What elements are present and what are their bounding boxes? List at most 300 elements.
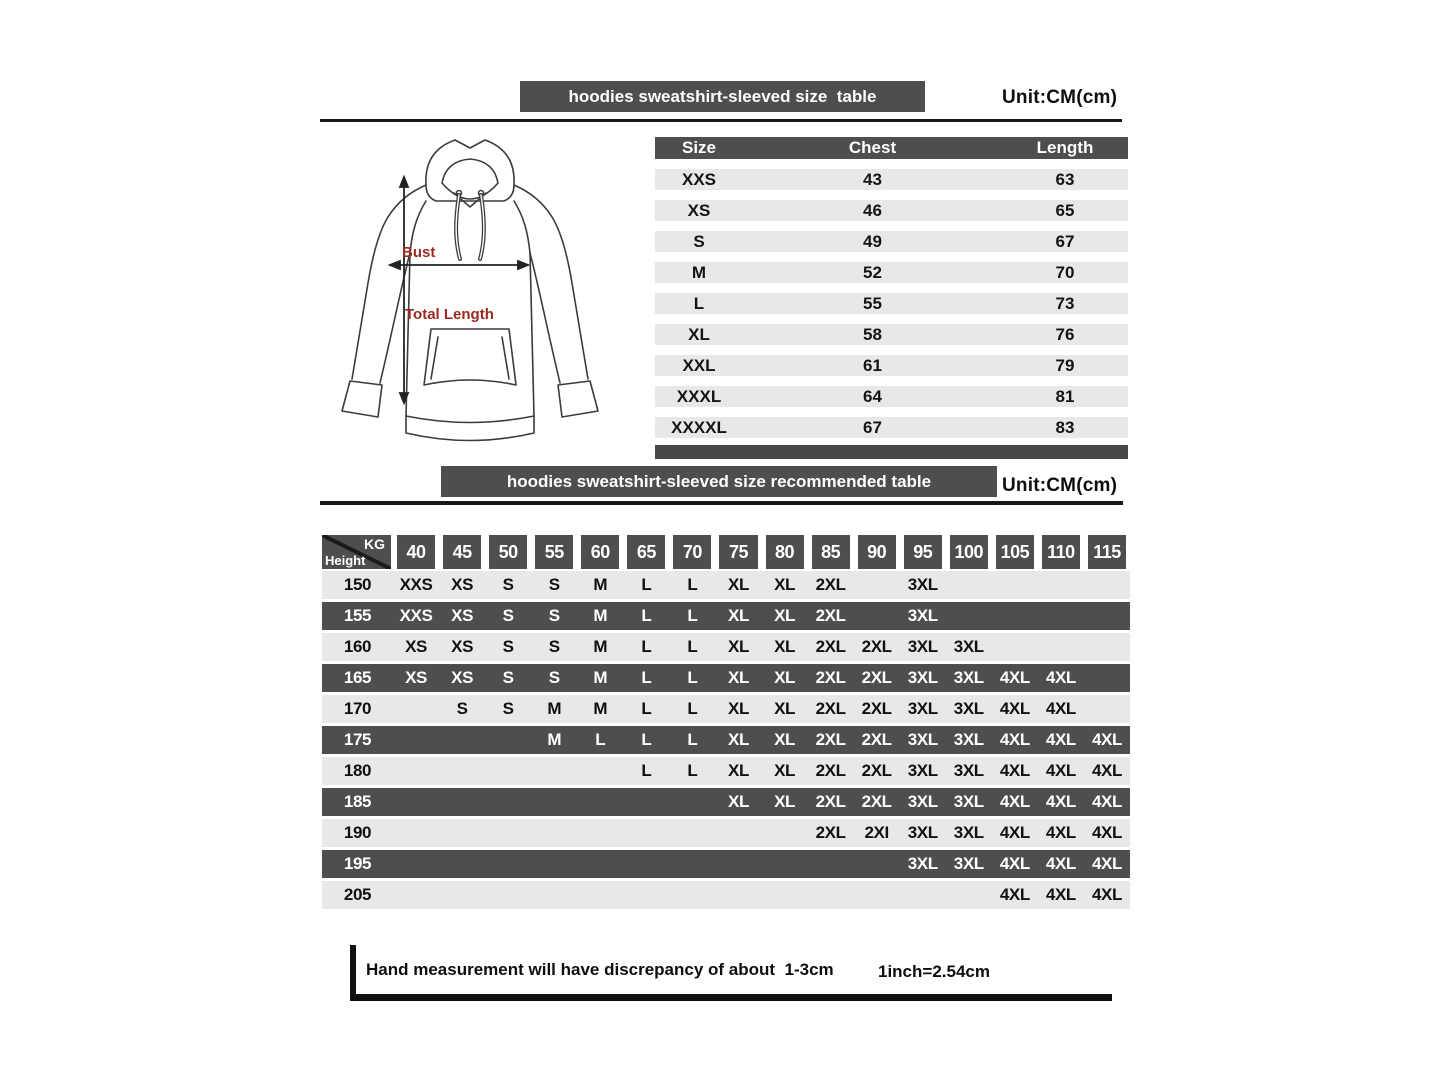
size-recommendation-cell: M [547,699,562,718]
size-recommendation-cell [992,602,1038,630]
recommend-row-205 [322,881,1130,909]
size-recommendation-cell: 3XL [953,792,984,811]
size-table-title: hoodies sweatshirt-sleeved size table [520,81,925,112]
size-table-cell: 43 [863,170,882,189]
size-recommendation-cell [1038,633,1084,661]
size-recommendation-cell: 3XL [907,699,938,718]
size-recommendation-cell: S [502,575,514,594]
size-recommendation-cell: 3XL [907,761,938,780]
total-length-label: Total Length [405,306,494,323]
recommend-row-185 [322,788,1130,816]
size-recommendation-cell: 2XL [815,792,846,811]
size-recommendation-cell [900,881,946,909]
size-table-cell: 73 [1055,294,1075,313]
size-table-cell: 83 [1055,418,1075,437]
size-recommendation-cell [1084,571,1130,599]
kg-column-header [393,535,439,569]
size-recommendation-cell: 4XL [1045,668,1076,687]
size-table-end-bar [655,445,1128,459]
size-table-row [655,169,1128,190]
size-recommendation-cell: XL [774,699,795,718]
recommend-row-195 [322,850,1130,878]
size-recommendation-cell: 4XL [1045,854,1076,873]
size-recommendation-cell: L [641,668,652,687]
size-recommendation-cell: 3XL [907,637,938,656]
size-recommendation-cell: 3XL [907,730,938,749]
cuff-left [342,381,382,417]
size-recommendation-cell: 2XL [861,699,892,718]
kg-value: 85 [812,535,850,569]
height-label: 205 [343,885,372,904]
size-recommendation-cell: 3XL [907,823,938,842]
kg-value: 45 [443,535,481,569]
size-recommendation-cell [669,788,715,816]
size-recommendation-cell [531,850,577,878]
size-recommendation-cell: 2XL [815,761,846,780]
size-recommendation-cell [577,819,623,847]
height-label: 170 [343,699,372,718]
recommend-row-180 [322,757,1130,785]
height-label: 165 [343,668,372,687]
size-recommendation-cell [439,881,485,909]
size-table-cell: 46 [863,201,882,220]
kg-column-header [992,535,1038,569]
size-recommendation-cell [439,819,485,847]
size-recommendation-cell: 2XL [861,730,892,749]
size-recommendation-cell: XL [774,761,795,780]
size-recommendation-cell: S [548,606,560,625]
size-recommendation-cell: L [641,761,652,780]
size-table-cell: 64 [863,387,882,406]
size-recommendation-cell: 4XL [1045,761,1076,780]
recommend-row-150 [322,571,1130,599]
matrix-header-row [322,535,1130,569]
unit-label-top: Unit:CM(cm) [1002,87,1118,108]
size-recommendation-cell [439,757,485,785]
size-recommendation-cell: 4XL [1045,792,1076,811]
size-table-row [655,200,1128,221]
height-label: 155 [343,606,372,625]
armhole-right [514,201,530,253]
size-recommendation-cell [762,881,808,909]
size-table-cell: XXXXL [671,418,727,437]
size-recommendation-cell: XL [728,730,749,749]
size-table-cell: 55 [863,294,882,313]
size-recommendation-cell [1084,633,1130,661]
kg-column-header [900,535,946,569]
size-recommendation-cell [762,850,808,878]
size-recommendation-cell: 3XL [953,668,984,687]
size-recommendation-cell [1084,664,1130,692]
size-recommendation-cell [854,571,900,599]
size-recommendation-cell [439,850,485,878]
size-recommendation-cell [485,726,531,754]
size-table-body [655,169,1128,438]
kg-column-header [946,535,992,569]
kg-column-header [1038,535,1084,569]
size-recommendation-cell: XL [728,637,749,656]
kg-value: 105 [996,535,1034,569]
recommend-row-175 [322,726,1130,754]
size-recommendation-cell: 3XL [953,823,984,842]
size-recommendation-cell: S [548,668,560,687]
height-label: 150 [343,575,372,594]
height-label: 180 [343,761,372,780]
size-recommendation-cell [485,788,531,816]
kg-value: 75 [719,535,757,569]
kg-column-header [808,535,854,569]
size-table-cell: 52 [863,263,882,282]
body-right-seam [530,253,534,416]
size-recommendation-cell [715,881,761,909]
recommended-table-title: hoodies sweatshirt-sleeved size recommended table [441,466,997,497]
size-table-cell: 67 [1055,232,1075,251]
size-recommendation-cell: 2XL [861,792,892,811]
size-recommendation-cell: 3XL [907,668,938,687]
size-recommendation-cell: 4XL [1091,761,1122,780]
size-recommendation-cell: 4XL [999,823,1030,842]
kg-column-header [531,535,577,569]
size-table-cell: 76 [1055,325,1075,344]
size-table-cell: L [693,294,705,313]
kg-value: 95 [904,535,942,569]
divider-bottom [320,501,1123,505]
height-label: 160 [343,637,372,656]
size-recommendation-cell [669,819,715,847]
size-recommendation-cell: 4XL [1045,699,1076,718]
size-table-cell: 61 [863,356,882,375]
kg-value: 90 [858,535,896,569]
size-recommendation-cell [992,633,1038,661]
size-recommendation-cell [531,788,577,816]
size-recommendation-cell: 4XL [999,668,1030,687]
size-recommendation-cell: 4XL [1045,730,1076,749]
size-table-cell: M [691,263,707,282]
footer-horizontal-bar [350,994,1112,1001]
height-label: 190 [343,823,372,842]
size-recommendation-cell [485,819,531,847]
size-recommendation-cell: 2XL [815,823,846,842]
size-recommendation-cell [439,788,485,816]
size-recommendation-cell [1038,602,1084,630]
kg-value: 50 [489,535,527,569]
size-recommendation-cell: L [641,637,652,656]
size-recommendation-cell: XS [451,668,474,687]
size-recommendation-cell [669,881,715,909]
kg-column-header [669,535,715,569]
size-recommendation-cell [439,726,485,754]
cuff-right [558,381,598,417]
size-column-header: Size [681,138,717,157]
size-recommendation-cell: S [548,575,560,594]
size-recommendation-cell [1038,571,1084,599]
size-recommendation-cell: L [687,606,698,625]
kg-column-header [623,535,669,569]
hood-opening [442,159,498,199]
size-recommendation-cell: S [548,637,560,656]
size-table-header-row [655,137,1128,159]
kg-column-header [854,535,900,569]
size-recommendation-cell: XL [728,575,749,594]
kg-value: 110 [1042,535,1080,569]
footer-vertical-bar [350,945,356,1001]
size-table-cell: 70 [1055,263,1075,282]
size-recommendation-cell: 2XI [864,823,889,842]
size-recommendation-cell [946,881,992,909]
recommend-row-155 [322,602,1130,630]
size-table-row [655,324,1128,345]
size-recommendation-cell: 4XL [1091,885,1122,904]
size-recommendation-cell [854,850,900,878]
size-table-cell: XXL [682,356,716,375]
size-recommendation-cell: 4XL [1045,885,1076,904]
size-recommendation-cell [393,757,439,785]
size-recommendation-cell [393,819,439,847]
kg-column-header [485,535,531,569]
divider-top [320,119,1122,122]
size-column-header: Length [1036,138,1094,157]
size-recommendation-cell [808,850,854,878]
size-recommendation-cell: XL [728,699,749,718]
size-recommendation-cell: S [456,699,468,718]
size-recommendation-cell: XL [728,668,749,687]
size-table-cell: XXS [681,170,717,189]
size-recommendation-cell: 3XL [907,854,938,873]
size-recommendation-cell [623,881,669,909]
size-table-cell: 81 [1055,387,1075,406]
size-recommendation-cell [485,757,531,785]
kg-column-header [439,535,485,569]
measurement-note: Hand measurement will have discrepancy of about 1-3cm [366,960,834,979]
size-table-row [655,262,1128,283]
size-recommendation-cell: 2XL [861,761,892,780]
size-recommendation-cell [531,881,577,909]
size-recommendation-cell: XL [774,668,795,687]
size-recommendation-cell [715,850,761,878]
size-table-cell: 79 [1055,356,1075,375]
kg-value: 115 [1088,535,1126,569]
size-recommendation-cell [623,788,669,816]
size-recommendation-cell: S [502,668,514,687]
kg-value: 65 [627,535,665,569]
sleeve-right-inner [530,253,560,383]
size-recommendation-cell: 3XL [953,637,984,656]
hood-outline [426,140,514,201]
size-recommendation-cell: 4XL [999,761,1030,780]
size-recommendation-cell [946,602,992,630]
size-recommendation-cell: 4XL [1091,854,1122,873]
size-table-row [655,355,1128,376]
size-recommendation-cell [808,881,854,909]
size-recommendation-cell: 3XL [953,730,984,749]
size-recommendation-cell [854,881,900,909]
recommend-row-170 [322,695,1130,723]
size-recommendation-cell: S [502,699,514,718]
size-table-cell: XXXL [676,387,722,406]
size-recommendation-cell: 3XL [953,854,984,873]
size-recommendation-cell [393,850,439,878]
size-recommendation-cell [577,850,623,878]
kg-value: 80 [766,535,804,569]
size-recommendation-cell: L [687,575,698,594]
sleeve-left-outer [352,185,426,379]
size-recommendation-cell: 2XL [815,606,846,625]
size-recommendation-cell: XS [405,668,427,687]
size-recommendation-cell [577,757,623,785]
size-recommendation-cell: L [687,699,698,718]
size-recommendation-cell [623,819,669,847]
size-recommendation-cell: M [593,575,608,594]
size-recommendation-cell: L [641,575,652,594]
size-recommendation-cell: XL [774,606,795,625]
size-recommendation-cell [393,695,439,723]
size-recommendation-cell [623,850,669,878]
size-recommendation-cell [854,602,900,630]
size-table-row [655,293,1128,314]
kg-column-header [577,535,623,569]
size-recommendation-cell: 4XL [999,730,1030,749]
size-recommendation-cell: 3XL [953,699,984,718]
size-table-cell: 67 [863,418,882,437]
kg-column-header [762,535,808,569]
size-recommendation-cell [531,819,577,847]
size-recommendation-cell: 2XL [815,668,846,687]
height-label: 175 [343,730,372,749]
size-recommendation-cell: L [687,761,698,780]
size-recommendation-cell: 3XL [907,606,938,625]
size-recommendation-cell: 4XL [999,885,1030,904]
size-recommendation-cell: XS [451,606,474,625]
size-recommendation-cell [1084,602,1130,630]
bust-label: Bust [402,244,436,261]
size-recommendation-cell [669,850,715,878]
size-recommendation-cell [946,571,992,599]
recommend-row-165 [322,664,1130,692]
size-recommendation-cell: 4XL [999,792,1030,811]
size-recommendation-cell [992,571,1038,599]
kg-column-header [715,535,761,569]
size-recommendation-cell [393,788,439,816]
size-table-cell: S [693,232,705,251]
size-table [655,137,1128,459]
size-recommendation-cell [393,726,439,754]
size-recommendation-cell: 3XL [907,792,938,811]
size-recommendation-cell [762,819,808,847]
kg-value: 100 [950,535,988,569]
pocket-opening-left [431,337,438,379]
unit-label-bottom: Unit:CM(cm) [1002,475,1118,496]
size-recommendation-cell: 2XL [815,575,846,594]
size-recommendation-cell: 4XL [999,699,1030,718]
size-recommendation-cell: 4XL [1091,792,1122,811]
size-recommendation-cell: XS [451,575,474,594]
size-recommendation-cell: XL [728,761,749,780]
size-recommendation-cell [577,881,623,909]
size-recommendation-cell: M [593,668,608,687]
size-recommendation-cell: 2XL [815,637,846,656]
size-recommendation-cell: L [641,730,652,749]
size-table-cell: 58 [863,325,882,344]
size-recommendation-cell: XL [774,792,795,811]
size-recommendation-cell: 4XL [999,854,1030,873]
size-recommendation-cell: XXS [399,575,433,594]
size-recommendation-cell [531,757,577,785]
size-recommendation-cell: 2XL [815,730,846,749]
size-recommendation-cell [485,850,531,878]
size-recommendation-cell: M [593,699,608,718]
size-recommendation-cell: L [641,699,652,718]
hem-band [406,416,534,441]
kg-value: 70 [673,535,711,569]
size-recommendation-cell: M [593,606,608,625]
size-recommendation-cell: 4XL [1091,823,1122,842]
recommend-row-160 [322,633,1130,661]
hoodie-diagram [328,133,613,458]
size-table-row [655,231,1128,252]
size-recommendation-cell: S [502,637,514,656]
size-recommendation-cell: 2XL [815,699,846,718]
size-recommendation-cell: 3XL [907,575,938,594]
size-table-row [655,386,1128,407]
kg-value: 55 [535,535,573,569]
size-table-cell: 63 [1055,170,1075,189]
size-recommendation-cell: XL [774,730,795,749]
inch-conversion-note: 1inch=2.54cm [878,962,990,981]
size-recommendation-cell: L [687,637,698,656]
size-recommendation-cell: L [687,668,698,687]
size-column-header: Chest [848,138,897,157]
size-table-row [655,417,1128,438]
size-recommendation-cell: XS [405,637,427,656]
size-recommendation-cell: XL [728,606,749,625]
size-recommendation-cell: XXS [399,606,433,625]
size-recommendation-cell: 2XL [861,668,892,687]
height-label: 195 [343,854,372,873]
kg-value: 40 [397,535,435,569]
size-recommendation-cell: XL [728,792,749,811]
size-recommendation-cell [577,788,623,816]
body-left-seam [406,253,410,416]
size-recommendation-cell: S [502,606,514,625]
size-recommendation-cell [485,881,531,909]
size-table-cell: 65 [1055,201,1075,220]
kg-column-header [1084,535,1130,569]
size-recommendation-cell: 4XL [1091,730,1122,749]
height-label: 185 [343,792,372,811]
size-recommendation-cell: 3XL [953,761,984,780]
size-recommendation-cell [393,881,439,909]
size-table-cell: XS [687,201,711,220]
matrix-body [322,571,1130,909]
recommended-size-matrix [322,535,1130,912]
size-recommendation-cell: M [593,637,608,656]
size-recommendation-cell: L [641,606,652,625]
size-recommendation-cell: M [547,730,562,749]
corner-kg-label: KG [364,536,385,552]
corner-height-label: Height [325,553,366,568]
matrix-corner-cell [322,535,391,569]
size-recommendation-cell [1084,695,1130,723]
size-recommendation-cell: XL [774,575,795,594]
size-recommendation-cell [715,819,761,847]
size-table-cell: XL [688,325,710,344]
size-recommendation-cell: XL [774,637,795,656]
size-table-cell: 49 [863,232,882,251]
pocket-opening-right [502,337,509,379]
recommend-row-190 [322,819,1130,847]
size-recommendation-cell: 4XL [1045,823,1076,842]
kg-value: 60 [581,535,619,569]
